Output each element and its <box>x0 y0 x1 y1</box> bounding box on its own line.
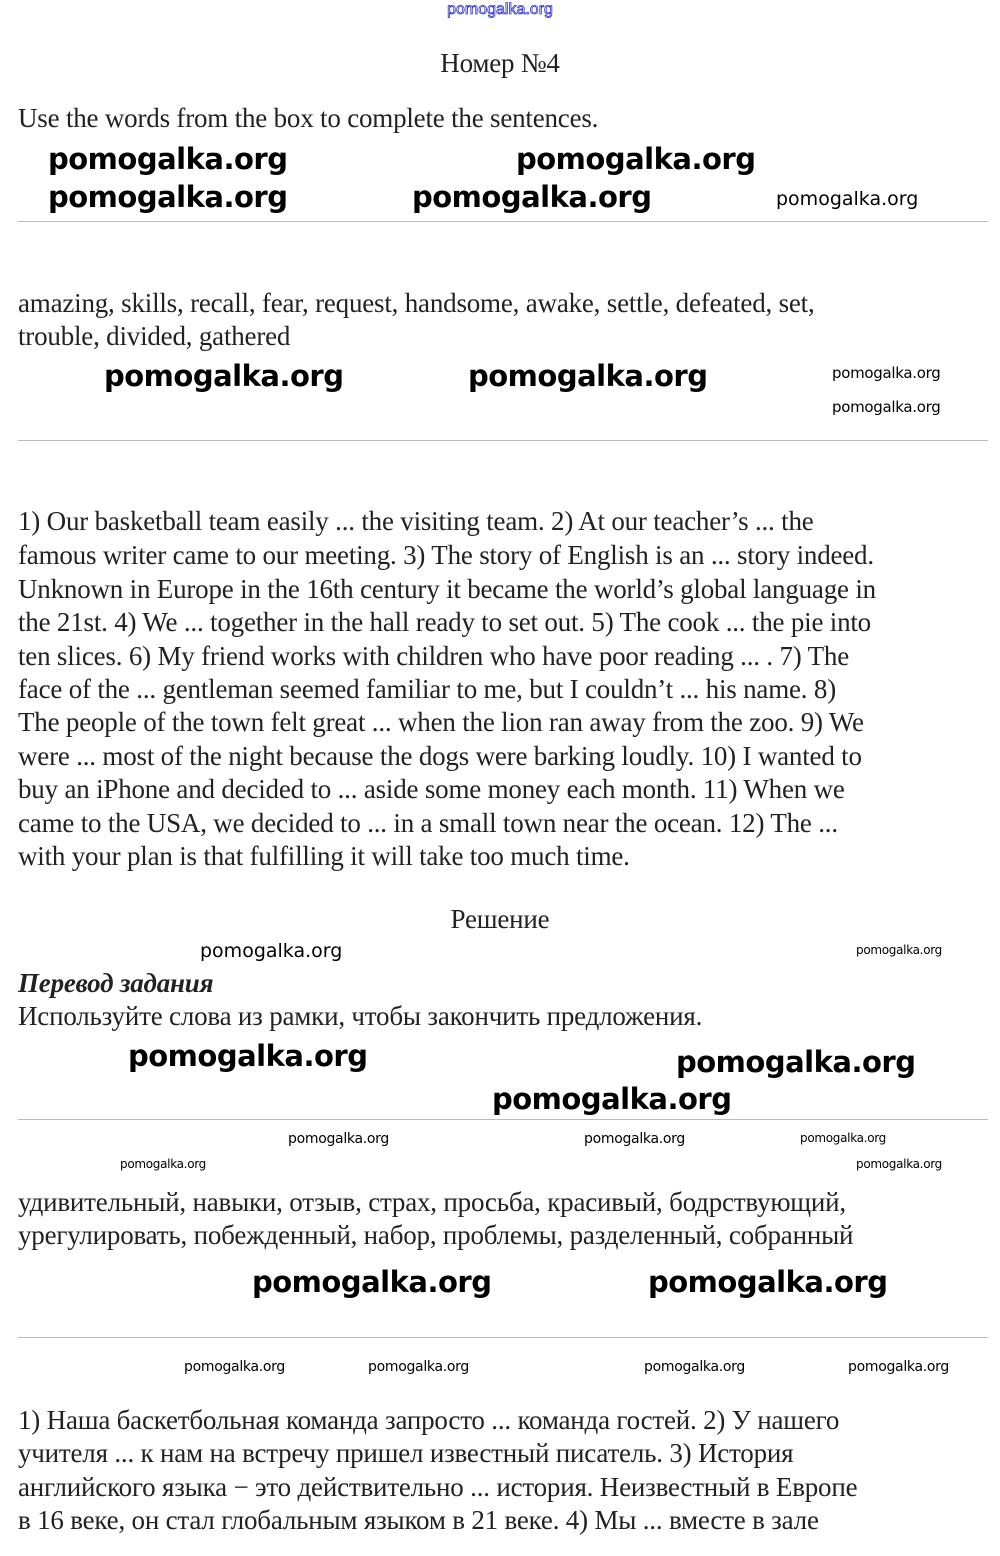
watermark: pomogalka.org <box>648 1265 888 1299</box>
sentence-line: ten slices. 6) My friend works with children who have poor reading ... . 7) The <box>18 641 849 671</box>
sentence-line: the 21st. 4) We ... together in the hall ready to set out. 5) The cook ... the pie into <box>18 607 871 637</box>
watermark: pomogalka.org <box>644 1359 745 1375</box>
instruction: Use the words from the box to complete the sentences. <box>18 103 599 133</box>
watermark: pomogalka.org <box>492 1082 732 1116</box>
divider <box>18 1337 988 1338</box>
page-title: Номер №4 <box>440 48 560 78</box>
sentence-line: buy an iPhone and decided to ... aside some money each month. 11) When we <box>18 774 845 804</box>
sentence-line: 1) Our basketball team easily ... the visiting team. 2) At our teacher’s ... the <box>18 506 814 536</box>
translation-words-line: удивительный, навыки, отзыв, страх, просьба, красивый, бодрствующий, <box>18 1187 846 1217</box>
watermark: pomogalka.org <box>832 364 941 382</box>
translation-sentence-line: английского языка − это действительно ... история. Неизвестный в Европе <box>18 1472 858 1502</box>
watermark: pomogalka.org <box>832 398 941 416</box>
word-box-line: trouble, divided, gathered <box>18 321 291 351</box>
solution-heading: Решение <box>450 904 550 934</box>
sentence-line: Unknown in Europe in the 16th century it became the world’s global language in <box>18 574 876 604</box>
watermark: pomogalka.org <box>120 1157 206 1171</box>
sentence-line: The people of the town felt great ... when the lion ran away from the zoo. 9) We <box>18 707 864 737</box>
translation-instruction: Используйте слова из рамки, чтобы закончить предложения. <box>18 1001 703 1031</box>
watermark: pomogalka.org <box>104 359 344 393</box>
watermark: pomogalka.org <box>368 1359 469 1375</box>
watermark: pomogalka.org <box>48 180 288 214</box>
watermark: pomogalka.org <box>676 1045 916 1079</box>
watermark: pomogalka.org <box>848 1359 949 1375</box>
sentence-line: famous writer came to our meeting. 3) The story of English is an ... story indeed. <box>18 540 874 570</box>
translation-sentence-line: 1) Наша баскетбольная команда запросто ... команда гостей. 2) У нашего <box>18 1405 840 1435</box>
translation-words-line: урегулировать, побежденный, набор, проблемы, разделенный, собранный <box>18 1220 854 1250</box>
sentence-line: with your plan is that fulfilling it will take too much time. <box>18 841 630 871</box>
sentence-line: were ... most of the night because the dogs were barking loudly. 10) I wanted to <box>18 741 862 771</box>
translation-sentence-line: в 16 веке, он стал глобальным языком в 21 веке. 4) Мы ... вместе в зале <box>18 1505 819 1535</box>
sentence-line: came to the USA, we decided to ... in a small town near the ocean. 12) The ... <box>18 808 838 838</box>
watermark: pomogalka.org <box>800 1131 886 1145</box>
watermark: pomogalka.org <box>412 180 652 214</box>
watermark: pomogalka.org <box>516 142 756 176</box>
site-link[interactable]: pomogalka.org <box>447 1 553 18</box>
watermark: pomogalka.org <box>128 1039 368 1073</box>
watermark: pomogalka.org <box>48 142 288 176</box>
watermark: pomogalka.org <box>468 359 708 393</box>
watermark: pomogalka.org <box>288 1131 389 1147</box>
watermark: pomogalka.org <box>856 943 942 957</box>
watermark: pomogalka.org <box>200 940 343 962</box>
translation-sentence-line: учителя ... к нам на встречу пришел известный писатель. 3) История <box>18 1438 794 1468</box>
watermark: pomogalka.org <box>252 1265 492 1299</box>
divider <box>18 221 988 222</box>
translation-heading: Перевод задания <box>18 968 214 998</box>
divider <box>18 1119 988 1120</box>
watermark: pomogalka.org <box>776 188 919 210</box>
divider <box>18 440 988 441</box>
watermark: pomogalka.org <box>584 1131 685 1147</box>
watermark: pomogalka.org <box>184 1359 285 1375</box>
word-box-line: amazing, skills, recall, fear, request, handsome, awake, settle, defeated, set, <box>18 288 815 318</box>
sentence-line: face of the ... gentleman seemed familiar to me, but I couldn’t ... his name. 8) <box>18 674 836 704</box>
watermark: pomogalka.org <box>856 1157 942 1171</box>
